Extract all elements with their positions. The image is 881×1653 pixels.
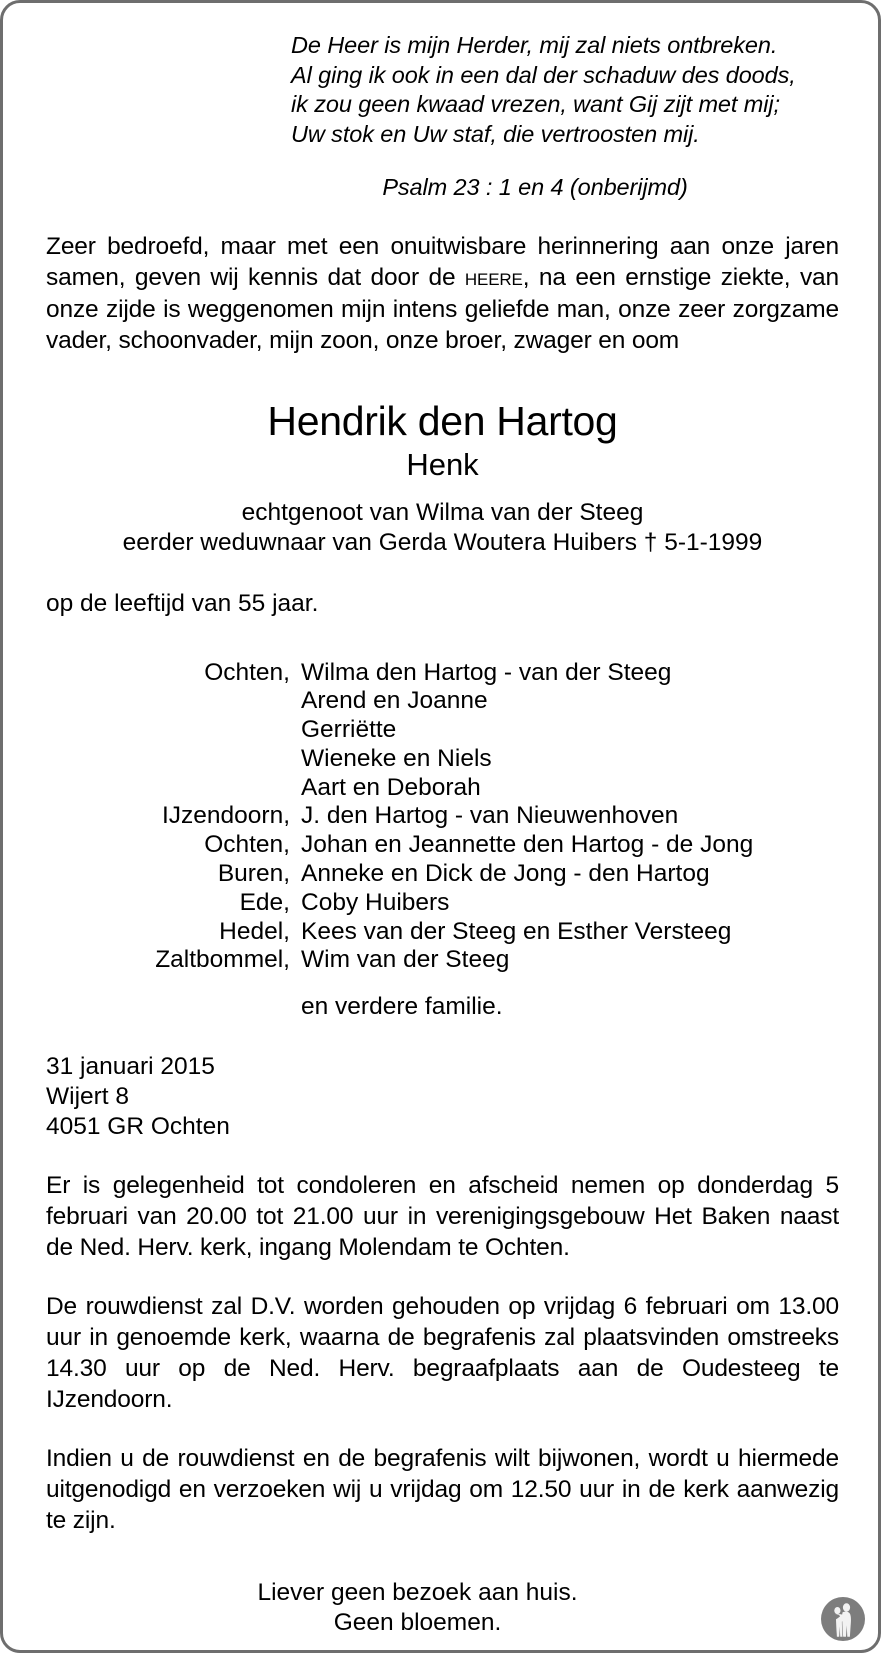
family-name: Wilma den Hartog - van der Steeg [301,658,672,686]
family-spacer-cell [46,975,301,993]
announcement-text-after: , na een ernstige ziekte, van onze zijde is weggenomen mijn intens geliefde man, onze zeer zorgzame vader, schoonvader, mijn zoon, onze broer, zwager en oom [46,264,840,354]
notice-content [46,3,839,1638]
family-name: Gerriëtte [301,716,397,744]
two-figures-icon [820,1596,866,1642]
family-name: J. den Hartog - van Nieuwenhoven [301,802,679,830]
family-closing-line: en verdere familie. [301,993,503,1021]
family-name: Aart en Deborah [301,773,481,801]
address-postcode-city: 4051 GR Ochten [46,1113,230,1141]
family-place [46,745,301,774]
previous-spouse-line: eerder weduwnaar van Gerda Woutera Huibers † 5-1-1999 [122,528,763,556]
psalm-line-4: Uw stok en Uw staf, die vertroosten mij. [291,120,700,147]
psalm-reference: Psalm 23 : 1 en 4 (onberijmd) [382,174,688,200]
family-name: Anneke en Dick de Jong - den Hartog [301,860,710,888]
family-name: Wieneke en Niels [301,744,492,772]
family-place: Ochten, [204,658,290,686]
notice-date: 31 januari 2015 [46,1053,215,1081]
family-row [46,889,753,918]
address-block [46,1052,839,1142]
age-line: op de leeftijd van 55 jaar. [46,589,319,617]
family-row [46,774,753,803]
family-place [46,716,301,745]
family-place [46,687,301,716]
family-row [46,831,753,860]
invitation-paragraph: Indien u de rouwdienst en de begrafenis wilt bijwonen, wordt u hiermede uitgenodigd en verzoeken wij u vrijdag om 12.50 uur in de kerk aanwezig te zijn. [46,1445,839,1535]
psalm-line-1: De Heer is mijn Herder, mij zal niets ontbreken. [291,32,778,58]
family-place: IJzendoorn, [161,802,290,830]
deceased-full-name: Hendrik den Hartog [267,397,618,444]
family-spacer-row [46,975,753,993]
family-row [46,716,753,745]
family-place [46,993,301,1022]
family-row [46,860,753,889]
family-closing-row [46,993,753,1022]
family-row [46,687,753,716]
psalm-line-2: Al ging ik ook in een dal der schaduw des doods, [291,61,796,88]
announcement-text-before: Zeer bedroefd, maar met een onuitwisbare herinnering aan onze jaren samen, geven wij kennis dat door de [46,232,839,291]
address-street: Wijert 8 [46,1083,130,1111]
family-row [46,659,753,688]
no-flowers-line: Geen bloemen. [333,1609,502,1637]
closing-requests [46,1578,839,1638]
family-row [46,918,753,947]
family-place: Buren, [217,860,290,888]
family-row [46,946,753,975]
family-place: Ochten, [204,831,290,859]
family-name: Arend en Joanne [301,687,488,715]
announcement-paragraph [46,231,839,357]
family-place: Zaltbommel, [155,946,290,974]
family-spacer-cell [301,975,753,993]
family-place: Hedel, [219,917,290,945]
family-row [46,802,753,831]
family-place [46,774,301,803]
condolence-paragraph: Er is gelegenheid tot condoleren en afscheid nemen op donderdag 5 februari van 20.00 tot 21.00 uur in verenigingsgebouw Het Baken naast de Ned. Herv. kerk, ingang Molendam te Ochten. [46,1172,839,1262]
family-list-body [46,659,753,1023]
family-list [46,659,753,1023]
family-name: Wim van der Steeg [301,946,510,974]
family-place: Ede, [239,888,290,916]
family-name: Kees van der Steeg en Esther Versteeg [301,917,732,945]
psalm-line-3: ik zou geen kwaad vrezen, want Gij zijt met mij; [291,91,780,117]
deceased-nickname: Henk [406,446,479,482]
family-row [46,745,753,774]
psalm-quote [291,3,839,203]
lord-name: heere [464,264,523,291]
service-paragraph: De rouwdienst zal D.V. worden gehouden op vrijdag 6 februari om 13.00 uur in genoemde kerk, waarna de begrafenis zal plaatsvinden omstreeks 14.30 uur op de Ned. Herv. begraafplaats aan de Oudesteeg te IJzendoorn. [46,1293,839,1414]
family-name: Coby Huibers [301,888,450,916]
no-home-visits-line: Liever geen bezoek aan huis. [257,1579,578,1607]
spouse-line: echtgenoot van Wilma van der Steeg [241,498,644,526]
family-name: Johan en Jeannette den Hartog - de Jong [301,831,754,859]
